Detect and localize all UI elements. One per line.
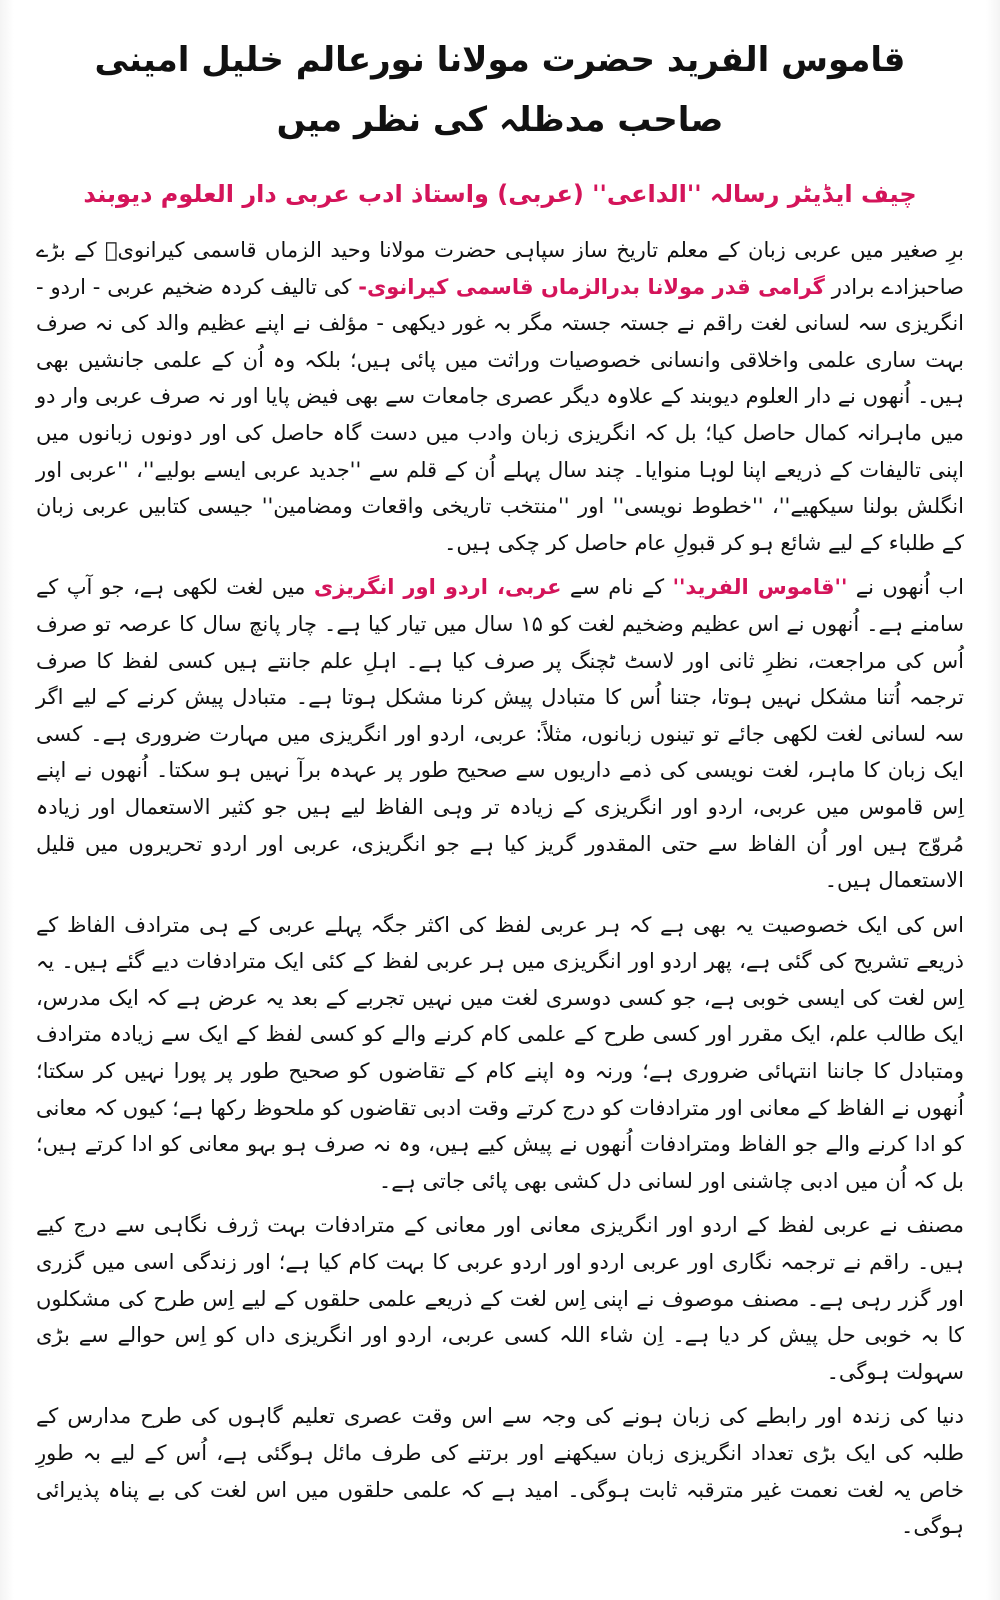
article-body [36, 232, 964, 1545]
paragraph-text: اب اُنھوں نے [855, 575, 964, 600]
paragraph-text: میں لغت لکھی ہے، جو آپ کے سامنے ہے۔ اُنھوں نے اس عظیم وضخیم لغت کو ۱۵ سال میں تیار کیا ہے۔ چار پانچ سال کا عرصہ تو صرف اُس کی مراجعت، نظرِ ثانی اور لاسٹ ٹچنگ پر صرف کیا ہے۔ اہلِ علم جانتے ہیں کسی لفظ کا صرف ترجمہ اُتنا مشکل نہیں ہوتا، جتنا اُس کا متبادل پیش کرنا مشکل ہوتا ہے۔ متبادل پیش کرنے کے لیے اگر سہ لسانی لغت لکھی جائے تو تینوں زبانوں، مثلاً: عربی، اردو اور انگریزی میں مہارت ضروری ہے۔ کسی ایک زبان کا ماہر، لغت نویسی کی ذمے داریوں سے صحیح طور پر عہدہ برآ نہیں ہو سکتا۔ اُنھوں نے اپنے اِس قاموس میں عربی، اردو اور انگریزی کے زیادہ تر وہی الفاظ لیے ہیں جو کثیر الاستعمال اور زیادہ مُروّج ہیں اور اُن الفاظ سے حتی المقدور گریز کیا ہے جو انگریزی، عربی اور اردو تحریروں میں قلیل الاستعمال ہیں۔ [36, 575, 965, 893]
paragraph-intro [36, 232, 964, 561]
author-designation: چیف ایڈیٹر رسالہ ''الداعی'' (عربی) واستاذ ادب عربی دار العلوم دیوبند [83, 180, 917, 208]
title-book-name: قاموس الفرید [666, 40, 906, 80]
paragraph-text: کی تالیف کردہ ضخیم عربی - اردو - انگریزی سہ لسانی لغت راقم نے جستہ جستہ مگر بہ غور دیکھی - مؤلف نے اپنے عظیم والد کی نہ صرف بہت ساری علمی واخلاقی وانسانی خصوصیات وراثت میں پائی ہیں؛ بلکہ وہ اُن کے علمی جانشیں بھی ہیں۔ اُنھوں نے دار العلوم دیوبند کے علاوہ دیگر عصری جامعات سے بھی فیض پایا اور نہ صرف عربی وار دو میں ماہرانہ کمال حاصل کیا؛ بل کہ انگریزی زبان وادب میں دست گاہ حاصل کی اور دونوں زبانوں میں اپنی تالیفات کے ذریعے اپنا لوہا منوایا۔ چند سال پہلے اُن کے قلم سے ''جدید عربی ایسے بولیے''، ''عربی اور انگلش بولنا سیکھیے''، ''خطوط نویسی'' اور ''منتخب تاریخی واقعات ومضامین'' جیسی کتابیں عربی زبان کے طلباء کے لیے شائع ہو کر قبولِ عام حاصل کر چکی ہیں۔ [36, 274, 964, 555]
paragraph-text: کے نام سے [569, 575, 665, 600]
paragraph-text: برِ صغیر میں عربی زبان کے معلم تاریخ ساز سپاہی حضرت مولانا وحید الزماں قاسمی کیرانویؒ کے بڑے صاحبزادے برادر [36, 238, 965, 299]
paragraph-features: اس کی ایک خصوصیت یہ بھی ہے کہ ہر عربی لفظ کی اکثر جگہ پہلے عربی کے ہی مترادف الفاظ کے ذریعے تشریح کی گئی ہے، پھر اردو اور انگریزی میں ہر عربی لفظ کے کئی ایک مترادفات دیے گئے ہیں۔ یہ اِس لغت کی ایسی خوبی ہے، جو کسی دوسری لغت میں نہیں تجربے کے بعد یہ عرض ہے کہ ایک مدرس، ایک طالب علم، ایک مقرر اور کسی طرح کے علمی کام کرنے والے کو کسی لفظ کے ایک سے زیادہ مترادف ومتبادل کا جاننا انتہائی ضروری ہے؛ ورنہ وہ اپنے کام کے تقاضوں کو صحیح طور پر پورا نہیں کر سکتا؛ اُنھوں نے الفاظ کے معانی اور مترادفات کو درج کرتے وقت ادبی تقاضوں کو ملحوظ رکھا ہے؛ کیوں کہ معانی کو ادا کرنے والے جو الفاظ ومترادفات اُنھوں نے پیش کیے ہیں، وہ نہ صرف ہو بہو معانی کو ادا کرتے ہیں؛ بل کہ اُن میں ادبی چاشنی اور لسانی دل کشی بھی پائی جاتی ہے۔ [36, 912, 964, 1193]
highlight-languages: عربی، اردو اور انگریزی [313, 575, 562, 600]
paragraph-conclusion: دنیا کی زندہ اور رابطے کی زبان ہونے کی وجہ سے اس وقت عصری تعلیم گاہوں کی طرح مدارس کے طلبہ کی ایک بڑی تعداد انگریزی زبان سیکھنے اور برتنے کی طرف مائل ہوگئی ہے، اُس کے لیے بہ طورِ خاص یہ لغت نعمت غیر مترقبہ ثابت ہوگی۔ امید ہے کہ علمی حلقوں میں اس لغت کی بے پناہ پذیرائی ہوگی۔ [36, 1404, 964, 1539]
page-title [36, 30, 964, 150]
highlight-author-name: گرامی قدر مولانا بدرالزماں قاسمی کیرانوی- [358, 274, 825, 299]
title-author: حضرت مولانا نورعالم خلیل امینی صاحب مدظلہ کی نظر میں [94, 40, 724, 140]
paragraph-dictionary [36, 569, 964, 898]
highlight-book-title: ''قاموس الفرید'' [672, 575, 848, 600]
paragraph-author-work: مصنف نے عربی لفظ کے اردو اور انگریزی معانی اور معانی کے مترادفات بہت ژرف نگاہی سے درج کیے ہیں۔ راقم نے ترجمہ نگاری اور عربی اردو اور اردو عربی کا بہت کام کیا ہے؛ اور زندگی اسی میں گزری اور گزر رہی ہے۔ مصنف موصوف نے اپنی اِس لغت کے ذریعے علمی حلقوں کے لیے اِس طرح کی مشکلوں کا بہ خوبی حل پیش کر دیا ہے۔ اِن شاء اللہ کسی عربی، اردو اور انگریزی داں کو اِس حوالے سے بڑی سہولت ہوگی۔ [36, 1213, 964, 1384]
